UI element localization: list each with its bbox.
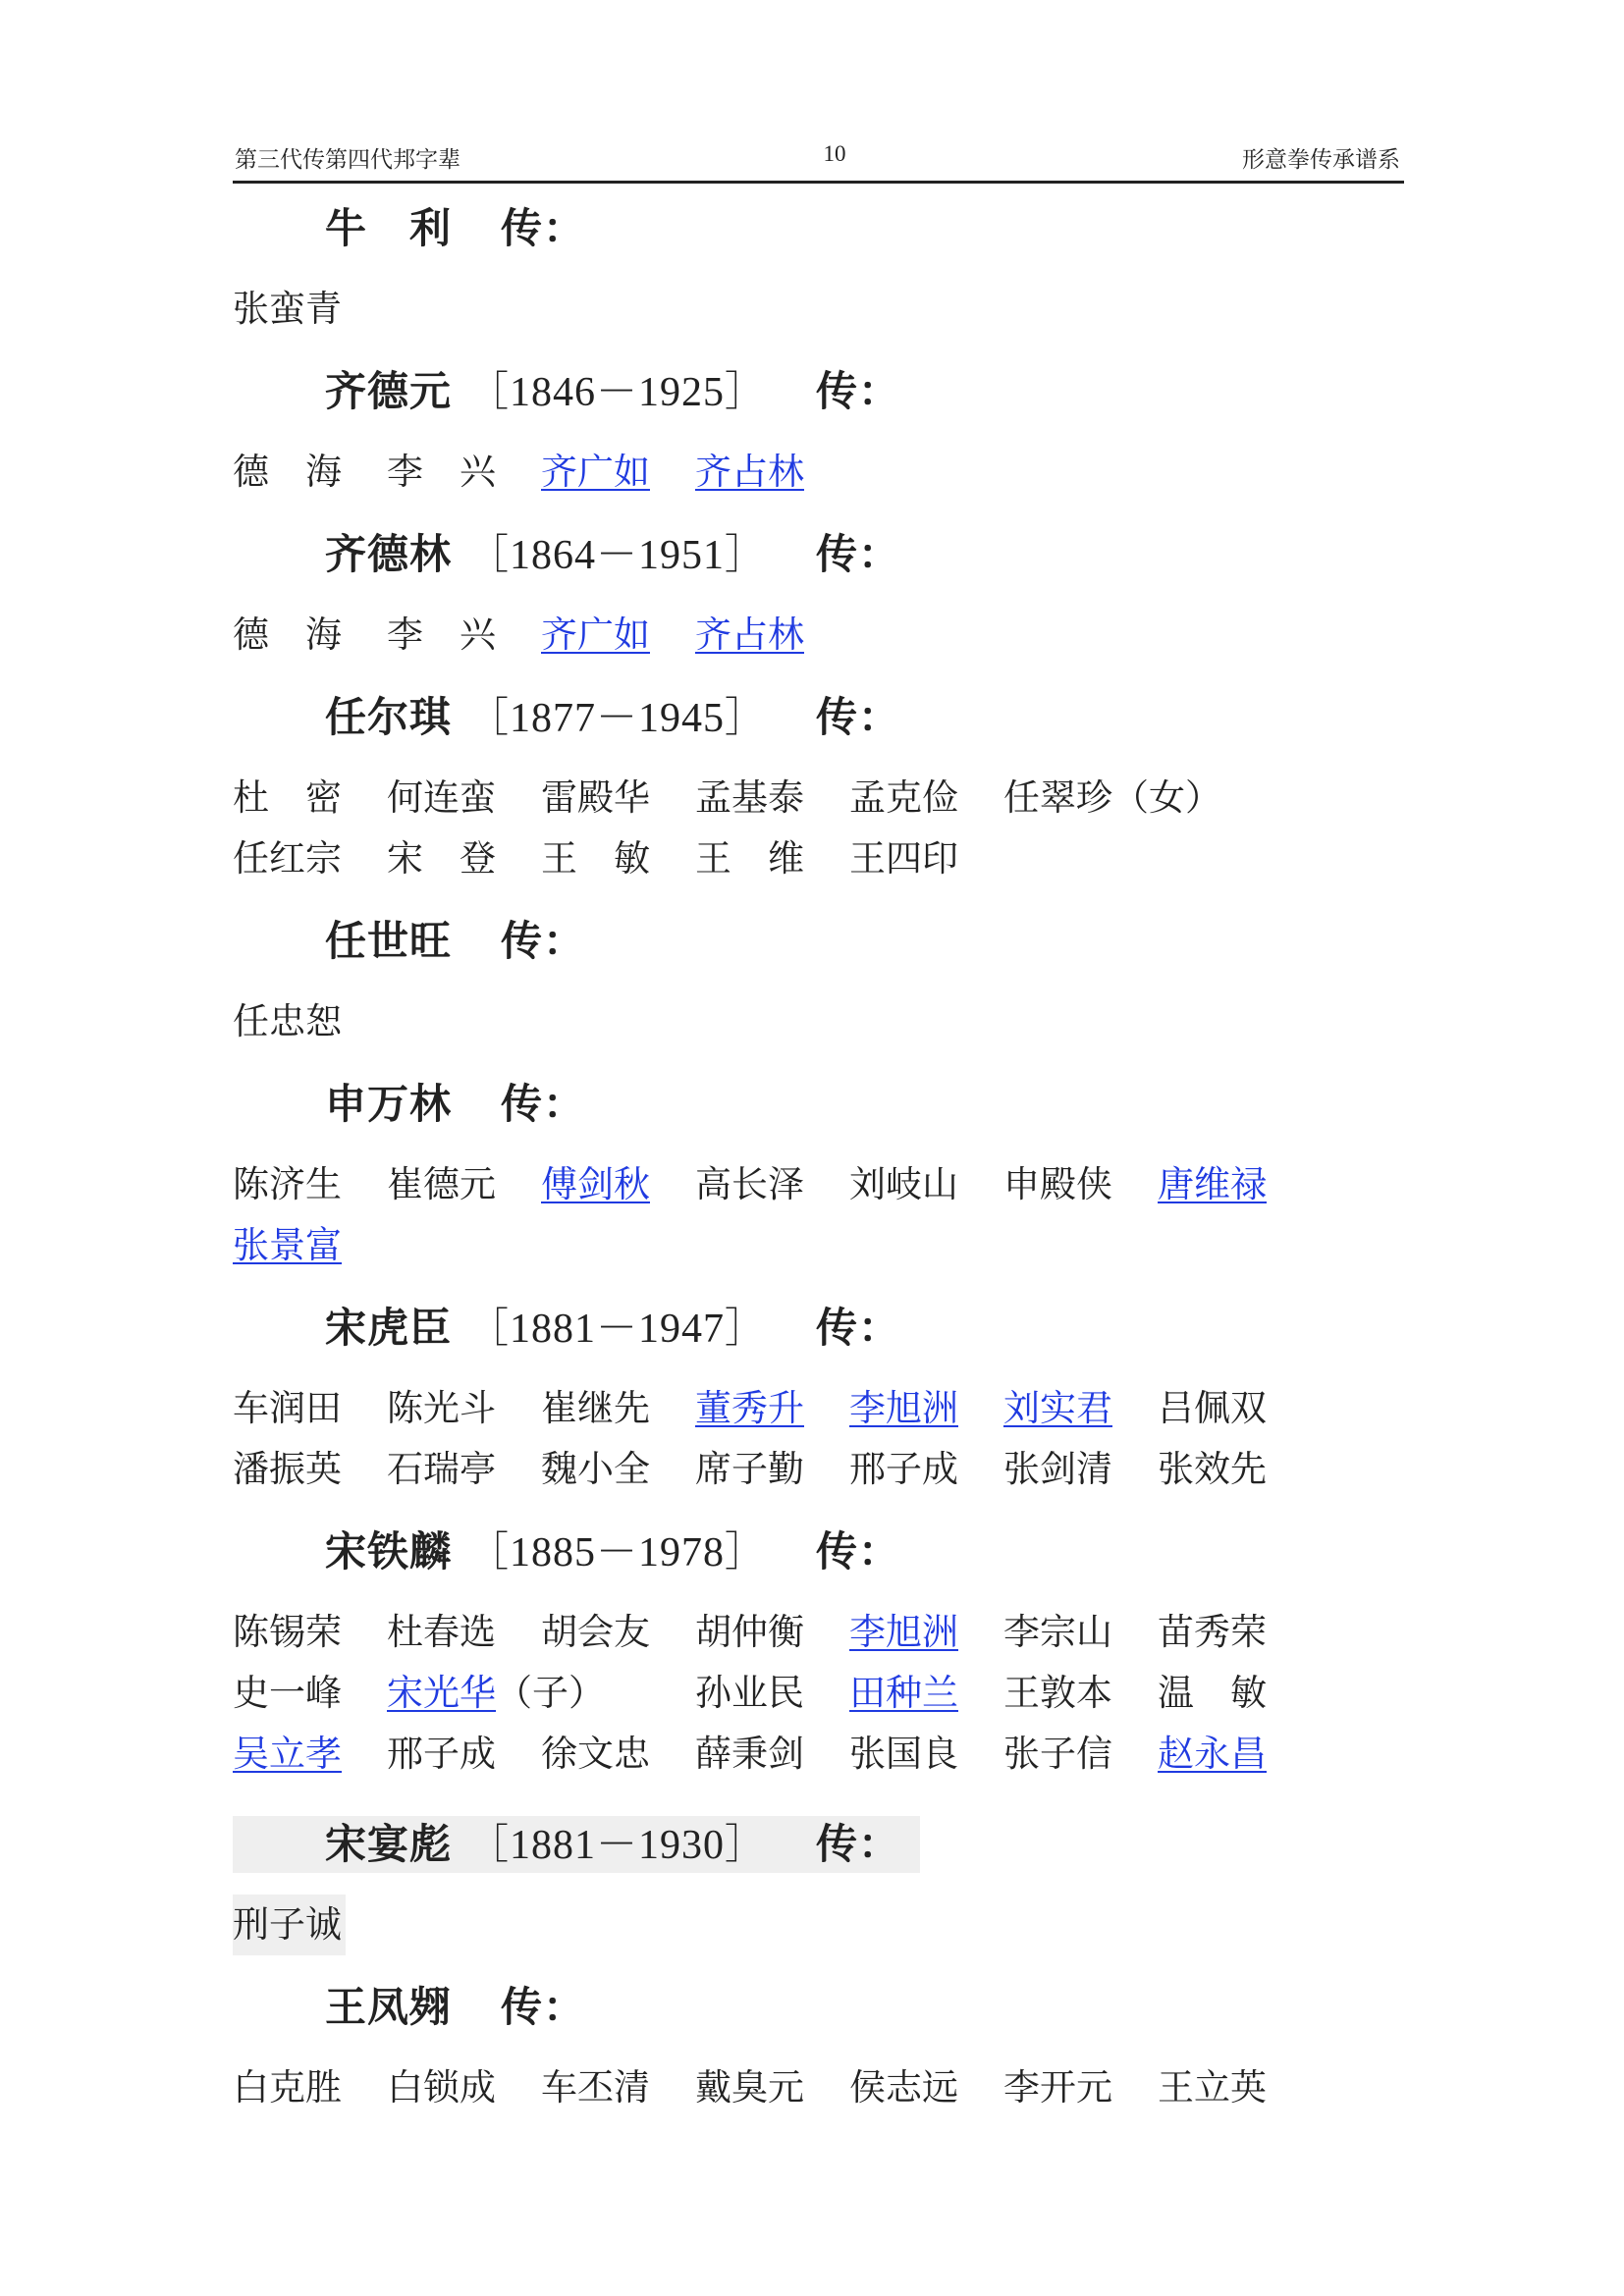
- student-list: [233, 768, 1313, 889]
- student-name: 王 维: [695, 837, 804, 880]
- student-name: 吕佩双: [1158, 1387, 1267, 1429]
- student-link[interactable]: 齐占林: [695, 614, 804, 656]
- student-name: 潘振英: [233, 1448, 342, 1490]
- student-note: （子）: [496, 1672, 605, 1714]
- student-link[interactable]: 田种兰: [849, 1672, 958, 1714]
- student-name: 李宗山: [1003, 1611, 1112, 1653]
- student-name: 徐文忠: [541, 1733, 650, 1775]
- student-name: 白克胜: [233, 2066, 342, 2109]
- transmits-label: 传：: [501, 1983, 586, 2031]
- student-name: 胡会友: [541, 1611, 650, 1653]
- master-name: 牛 利: [325, 204, 453, 252]
- master-dates: ［1864－1951］: [467, 533, 768, 578]
- student-note: （女）: [1112, 776, 1221, 819]
- student-name: 陈锡荣: [233, 1611, 342, 1653]
- student-link[interactable]: 刘实君: [1003, 1387, 1112, 1429]
- master-heading: [233, 689, 1332, 746]
- student-name: 杜 密: [233, 776, 342, 819]
- student-link[interactable]: 李旭洲: [849, 1611, 958, 1653]
- master-heading: [233, 526, 1332, 583]
- student-name: 德 海: [233, 614, 342, 656]
- master-heading: [233, 1816, 920, 1873]
- student-link[interactable]: 宋光华: [387, 1672, 496, 1714]
- master-name: 王凤翙: [325, 1983, 453, 2031]
- student-name: 孟基泰: [695, 776, 804, 819]
- student-name: 张国良: [849, 1733, 958, 1775]
- student-name: 王立英: [1158, 2066, 1267, 2109]
- master-name: 申万林: [325, 1080, 453, 1128]
- student-list: [233, 442, 1313, 503]
- transmits-label: 传：: [501, 917, 586, 965]
- student-name: 苗秀荣: [1158, 1611, 1267, 1653]
- student-name: 刑子诚: [233, 1895, 346, 1955]
- student-name: 刘岐山: [849, 1163, 958, 1205]
- student-link[interactable]: 张景富: [233, 1224, 342, 1266]
- master-heading: [233, 1979, 1332, 2036]
- transmits-label: 传：: [816, 693, 901, 741]
- page-header: [233, 135, 1404, 184]
- student-name: 高长泽: [695, 1163, 804, 1205]
- student-name: 席子勤: [695, 1448, 804, 1490]
- master-dates: ［1881－1930］: [467, 1823, 768, 1868]
- student-name: 陈光斗: [387, 1387, 496, 1429]
- transmits-label: 传：: [816, 1527, 901, 1575]
- student-name: 温 敏: [1158, 1672, 1267, 1714]
- student-name: 王敦本: [1003, 1672, 1112, 1714]
- student-list: [233, 2057, 1313, 2118]
- lineage-section: [233, 1808, 1332, 1955]
- student-list: [233, 279, 1313, 340]
- student-name: 杜春选: [387, 1611, 496, 1653]
- student-name: 雷殿华: [541, 776, 650, 819]
- student-name: 崔继先: [541, 1387, 650, 1429]
- transmits-label: 传：: [816, 367, 901, 415]
- student-name: 邢子成: [849, 1448, 958, 1490]
- master-dates: ［1885－1978］: [467, 1530, 768, 1575]
- student-name: 崔德元: [387, 1163, 496, 1205]
- student-list: [233, 605, 1313, 666]
- student-with-note: [387, 1663, 695, 1724]
- student-name: 王四印: [849, 837, 958, 880]
- master-dates: ［1881－1947］: [467, 1307, 768, 1352]
- lineage-section: [233, 1979, 1332, 2118]
- lineage-section: [233, 913, 1332, 1052]
- student-name: 戴臭元: [695, 2066, 804, 2109]
- student-name: 史一峰: [233, 1672, 342, 1714]
- student-name: 张剑清: [1003, 1448, 1112, 1490]
- student-name: 任忠恕: [233, 1000, 342, 1042]
- lineage-section: [233, 526, 1332, 666]
- student-list: [233, 1602, 1313, 1785]
- master-heading: [233, 913, 1332, 970]
- student-with-note: [1003, 768, 1312, 828]
- student-link[interactable]: 董秀升: [695, 1387, 804, 1429]
- student-name: 李开元: [1003, 2066, 1112, 2109]
- student-name: 张子信: [1003, 1733, 1112, 1775]
- student-name: 白锁成: [387, 2066, 496, 2109]
- master-heading: [233, 1300, 1332, 1357]
- student-link[interactable]: 李旭洲: [849, 1387, 958, 1429]
- student-name: 邢子成: [387, 1733, 496, 1775]
- student-list: [233, 991, 1313, 1052]
- student-name: 薛秉剑: [695, 1733, 804, 1775]
- student-name: 何连蛮: [387, 776, 496, 819]
- transmits-label: 传：: [816, 530, 901, 578]
- master-name: 任尔琪: [325, 693, 453, 741]
- student-name: 张蛮青: [233, 288, 342, 330]
- student-name: 侯志远: [849, 2066, 958, 2109]
- master-name: 齐德林: [325, 530, 453, 578]
- student-name: 张效先: [1158, 1448, 1267, 1490]
- student-name: 李 兴: [387, 614, 496, 656]
- student-list: [233, 1378, 1313, 1500]
- master-heading: [233, 200, 1332, 257]
- master-name: 任世旺: [325, 917, 453, 965]
- header-chapter: 第三代传第四代邦字辈: [235, 147, 460, 173]
- student-name: 李 兴: [387, 451, 496, 493]
- student-name: 申殿侠: [1003, 1163, 1112, 1205]
- header-book-title: 形意拳传承谱系: [1242, 147, 1400, 173]
- student-link[interactable]: 唐维禄: [1158, 1163, 1267, 1205]
- master-name: 齐德元: [325, 367, 453, 415]
- transmits-label: 传：: [816, 1304, 901, 1352]
- student-name: 车润田: [233, 1387, 342, 1429]
- student-name: 石瑞亭: [387, 1448, 496, 1490]
- transmits-label: 传：: [501, 1080, 586, 1128]
- lineage-content: [233, 192, 1332, 2142]
- lineage-section: [233, 689, 1332, 889]
- lineage-section: [233, 363, 1332, 503]
- master-heading: [233, 1076, 1332, 1133]
- lineage-section: [233, 1076, 1332, 1276]
- student-name: 魏小全: [541, 1448, 650, 1490]
- student-name: 车丕清: [541, 2066, 650, 2109]
- lineage-section: [233, 1523, 1332, 1785]
- lineage-section: [233, 1300, 1332, 1500]
- master-heading: [233, 363, 1332, 420]
- student-link[interactable]: 齐广如: [541, 614, 650, 656]
- student-name: 孟克俭: [849, 776, 958, 819]
- transmits-label: 传：: [501, 204, 586, 252]
- student-name: 孙业民: [695, 1672, 804, 1714]
- student-link[interactable]: 齐占林: [695, 451, 804, 493]
- student-name: 任红宗: [233, 837, 342, 880]
- student-link[interactable]: 吴立孝: [233, 1733, 342, 1775]
- student-link[interactable]: 傅剑秋: [541, 1163, 650, 1205]
- student-name: 宋 登: [387, 837, 496, 880]
- master-name: 宋铁麟: [325, 1527, 453, 1575]
- student-link[interactable]: 齐广如: [541, 451, 650, 493]
- master-name: 宋虎臣: [325, 1304, 453, 1352]
- student-name: 陈济生: [233, 1163, 342, 1205]
- student-name: 王 敏: [541, 837, 650, 880]
- master-dates: ［1846－1925］: [467, 370, 768, 415]
- master-name: 宋宴彪: [325, 1820, 453, 1868]
- transmits-label: 传：: [816, 1820, 901, 1868]
- lineage-section: [233, 200, 1332, 340]
- master-dates: ［1877－1945］: [467, 696, 768, 741]
- student-name: 任翠珍: [1003, 776, 1112, 819]
- master-heading: [233, 1523, 1332, 1580]
- student-name: 胡仲衡: [695, 1611, 804, 1653]
- page-number: 10: [823, 141, 846, 166]
- student-list: [233, 1895, 1313, 1955]
- student-name: 德 海: [233, 451, 342, 493]
- student-list: [233, 1154, 1313, 1276]
- student-link[interactable]: 赵永昌: [1158, 1733, 1267, 1775]
